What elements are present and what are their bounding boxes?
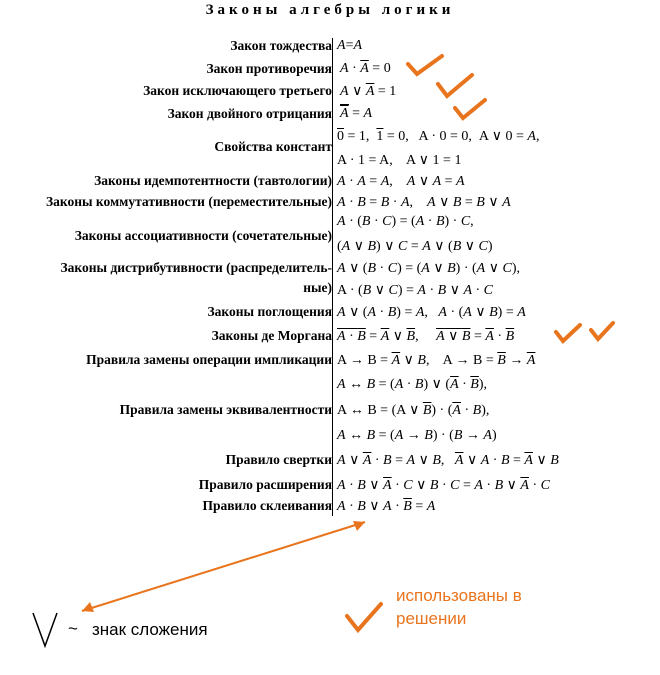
law-formula: 0 = 1, 1 = 0, A · 0 = 0, A ∨ 0 = A,: [337, 129, 540, 144]
used-note-line: решении: [396, 609, 467, 628]
law-label: Закон тождества: [230, 38, 332, 53]
law-label: Правило свертки: [225, 452, 332, 467]
page-title: Законы алгебры логики: [205, 2, 455, 18]
law-label: Законы поглощения: [207, 304, 332, 319]
law-formula: $\overline{A} = A$: [340, 106, 373, 121]
law-formula: A=A: [337, 38, 363, 53]
law-label: Закон исключающего третьего: [143, 83, 332, 98]
law-label: Законы де Моргана: [211, 328, 332, 343]
law-label: Свойства констант: [214, 139, 332, 154]
law-formula: A · B ∨ $\overline{A} \cdot C$ ∨ B · C = A · B ∨ $\overline{A} \cdot C$: [337, 478, 550, 493]
law-label: Правила замены эквивалентности: [119, 402, 332, 417]
legend-text: знак сложения: [92, 620, 208, 639]
law-formula: A · B ∨ $A \cdot \overline{B} = A$: [337, 499, 436, 514]
law-formula: $A \cdot \overline{A} = 0$: [340, 61, 391, 76]
used-note-line: использованы в: [396, 586, 522, 605]
law-label: Закон двойного отрицания: [167, 106, 332, 121]
legend-tilde: ~: [68, 619, 78, 638]
law-formula: A · A = A, A ∨ A = A: [337, 174, 465, 189]
law-formula: A · (B · C) = (A · B) · C,: [337, 214, 474, 229]
law-label: Правила замены операции импликации: [86, 352, 332, 367]
law-label: Закон противоречия: [206, 61, 332, 76]
law-formula: A · (B ∨ C) = A · B ∨ A · C: [337, 283, 494, 298]
law-label: Законы идемпотентности (тавтологии): [94, 173, 332, 188]
law-label: Законы дистрибутивности (распределитель-: [60, 260, 332, 275]
law-label-continued: ные): [303, 280, 332, 295]
law-label: Законы коммутативности (переместительные): [45, 194, 332, 209]
law-formula: A ∨ (A · B) = A, A · (A ∨ B) = A: [337, 305, 526, 320]
law-formula: A ∨ $\overline{A} = 1$: [340, 84, 397, 99]
law-formula: A · 1 = A, A ∨ 1 = 1: [337, 153, 462, 168]
law-label: Правило расширения: [198, 477, 332, 492]
law-formula: (A ∨ B) ∨ C = A ∨ (B ∨ C): [337, 239, 493, 254]
law-formula: A ∨ $\overline{A} \cdot B = A$ ∨ B, $\overline{A}$ ∨ $A \cdot B = \overline{A}$ ∨ B: [337, 453, 559, 468]
law-formula: A ↔ B = (A → B) · (B → A): [337, 428, 497, 443]
law-formula: A · B = B · A, A ∨ B = B ∨ A: [337, 195, 511, 210]
law-formula: A ↔ B = (A · B) ∨ $(\overline{A} \cdot \overline{B})$,: [337, 377, 488, 392]
law-formula: A ↔ B = (A ∨ $\overline{B}) \cdot (\overline{A} \cdot B)$,: [337, 403, 490, 418]
law-formula: A ∨ (B · C) = (A ∨ B) · (A ∨ C),: [337, 261, 520, 276]
used-note: [396, 584, 596, 630]
law-label: Законы ассоциативности (сочетательные): [74, 228, 332, 243]
law-formula: $A \cdot B = \overline{A}$ ∨ $\overline{B}$, A ∨ $B = \overline{A} \cdot \overline{B}$: [337, 329, 515, 344]
law-formula: $A \to B = \overline{A}$ ∨ B, $A \to B = \overline{B} \to \overline{A}$: [337, 353, 536, 368]
law-label: Правило склеивания: [202, 498, 332, 513]
or-symbol-icon: [30, 610, 60, 650]
